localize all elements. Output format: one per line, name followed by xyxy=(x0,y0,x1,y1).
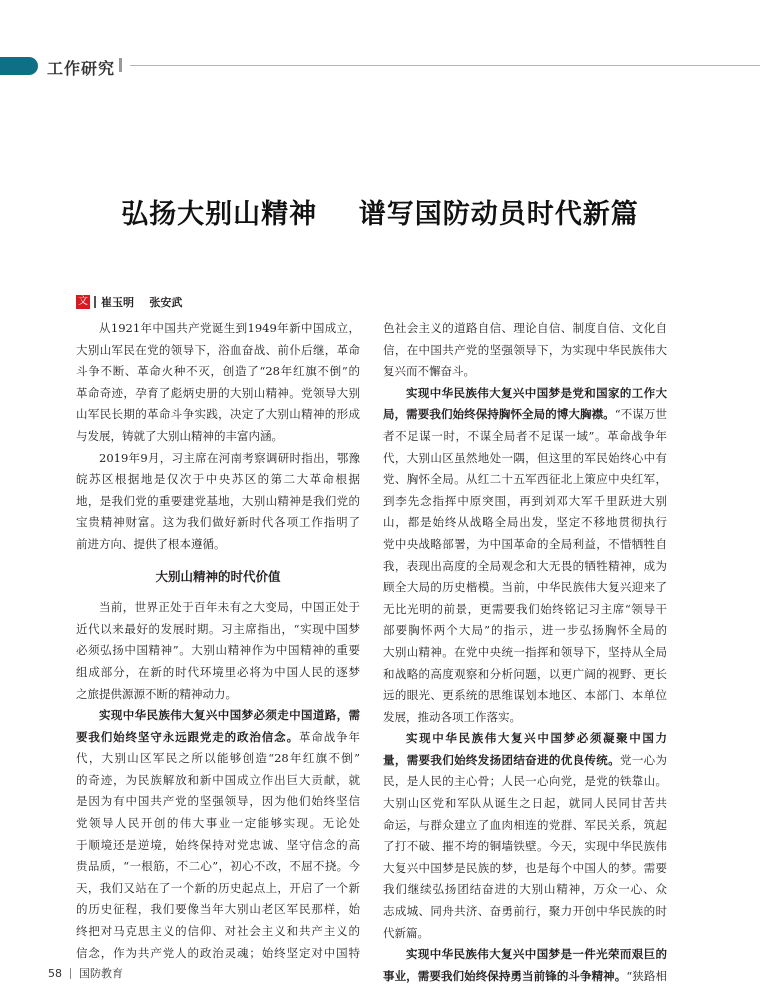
text-line xyxy=(76,597,360,619)
text-run: 到李先念指挥中原突围，再到刘邓大军千里跃进大别 xyxy=(383,493,667,508)
text-line xyxy=(383,361,667,383)
header-separator xyxy=(119,58,122,72)
text-line xyxy=(383,383,667,405)
text-run: 党一心为 xyxy=(619,752,668,767)
text-run: 民，是人民的主心骨；人民一心向党，是党的铁靠山。 xyxy=(383,774,667,789)
text-line xyxy=(76,791,360,813)
text-line xyxy=(383,944,667,966)
text-run: 革命战争年 xyxy=(298,729,360,744)
paragraph xyxy=(383,383,667,729)
text-line xyxy=(76,534,360,556)
text-line xyxy=(383,923,667,945)
paragraph xyxy=(76,705,360,964)
text-line xyxy=(76,943,360,965)
text-run: 代新篇。 xyxy=(383,925,429,940)
text-run: 党中央战略部署，为中国革命的全局利益，不惜牺牲自 xyxy=(383,536,667,551)
text-run: 实现中华民族伟大复兴中国梦是党和国家的工作大 xyxy=(406,385,667,400)
text-run: 实现中华民族伟大复兴中国梦必须走中国道路，需 xyxy=(99,708,360,723)
text-run: 和战略的高度观察和分析问题，以更广阔的视野、更长 xyxy=(383,666,667,681)
section-heading: 大别山精神的时代价值 xyxy=(155,568,281,584)
text-run: 我们继续弘扬团结奋进的大别山精神，万众一心、众 xyxy=(383,882,667,897)
text-run: 实现中华民族伟大复兴中国梦必须凝聚中国力 xyxy=(406,731,667,746)
text-line xyxy=(383,340,667,362)
right-column xyxy=(383,318,667,987)
text-line xyxy=(383,901,667,923)
text-line xyxy=(76,512,360,534)
section-tab-marker xyxy=(0,57,38,75)
text-run: 信念，作为共产党人的政治灵魂；始终坚定对中国特 xyxy=(76,945,360,960)
text-line xyxy=(76,856,360,878)
text-run: 之旅提供源源不断的精神动力。 xyxy=(76,686,237,701)
text-line xyxy=(76,469,360,491)
text-run: 2019年9月，习主席在河南考察调研时指出，鄂豫 xyxy=(99,450,360,465)
footer-separator xyxy=(70,968,71,979)
page-number: 58 xyxy=(48,966,62,980)
text-line xyxy=(76,619,360,641)
paragraph xyxy=(76,448,360,556)
text-line xyxy=(383,448,667,470)
text-run: 远的眼光、更系统的思维谋划本地区、本部门、本单位 xyxy=(383,688,667,703)
left-column xyxy=(76,318,360,964)
text-run: 宝贵精神财富。这为我们做好新时代各项工作指明了 xyxy=(76,515,360,530)
text-run: 要我们始终坚守永远跟党走的政治信念。 xyxy=(76,729,299,744)
text-line xyxy=(76,899,360,921)
text-run: 色社会主义的道路自信、理论自信、制度自信、文化自 xyxy=(383,321,667,335)
text-run: 党领导人民开创的伟大事业一定能够实现。无论处 xyxy=(76,816,360,831)
text-run: “不谋万世 xyxy=(614,407,667,422)
text-run: 命运，与群众建立了血肉相连的党群、军民关系，筑起 xyxy=(383,817,667,832)
text-run: 局，需要我们始终保持胸怀全局的博大胸襟。 xyxy=(383,407,615,422)
text-line xyxy=(76,448,360,470)
paragraph xyxy=(383,318,667,383)
text-line xyxy=(383,491,667,513)
paragraph xyxy=(383,728,667,944)
text-run: 复兴而不懈奋斗。 xyxy=(383,364,475,379)
text-line xyxy=(76,727,360,749)
text-line xyxy=(383,664,667,686)
text-line xyxy=(76,426,360,448)
byline-divider xyxy=(94,296,96,308)
paragraph xyxy=(383,944,667,987)
text-line xyxy=(383,534,667,556)
text-run: 与发展，铸就了大别山精神的丰富内涵。 xyxy=(76,428,283,443)
text-line xyxy=(76,921,360,943)
text-line xyxy=(383,642,667,664)
text-run: 我，表现出高度的全局观念和大无畏的牺牲精神，成为 xyxy=(383,558,667,573)
text-line xyxy=(383,599,667,621)
text-line xyxy=(383,707,667,729)
header-rule xyxy=(130,65,760,66)
text-line xyxy=(76,361,360,383)
text-run: 的历史征程，我们要像当年大别山老区军民那样，始 xyxy=(76,902,360,917)
text-line xyxy=(383,966,667,988)
article-title: 弘扬大别山精神 谱写国防动员时代新篇 xyxy=(121,199,639,230)
text-line xyxy=(76,404,360,426)
text-line xyxy=(383,685,667,707)
text-run: 部要胸怀两个大局”的指示，进一步弘扬胸怀全局的 xyxy=(383,623,667,638)
text-run: 当前，世界正处于百年未有之大变局，中国正处于 xyxy=(99,600,360,615)
text-run: 无比光明的前景，更需要我们始终铭记习主席“领导干 xyxy=(383,601,667,616)
text-line xyxy=(383,556,667,578)
text-run: 实现中华民族伟大复兴中国梦是一件光荣而艰巨的 xyxy=(406,947,667,962)
text-line xyxy=(383,512,667,534)
text-line xyxy=(76,878,360,900)
text-run: 皖苏区根据地是仅次于中央苏区的第二大革命根据 xyxy=(76,472,360,487)
text-line xyxy=(76,662,360,684)
text-line xyxy=(76,383,360,405)
text-run: 的奇迹，为民族解放和新中国成立作出巨大贡献，就 xyxy=(76,772,360,787)
text-run: 大别山区党和军队从诞生之日起，就同人民同甘苦共 xyxy=(383,796,667,811)
text-run: 天，我们又站在了一个新的历史起点上，开启了一个新 xyxy=(76,880,360,895)
text-run: 党、胸怀全局。从红二十五军西征北上策应中央红军， xyxy=(383,472,667,487)
text-run: 斗争不断、革命火种不灭，创造了“28年红旗不倒”的 xyxy=(76,364,360,379)
text-line xyxy=(76,835,360,857)
text-line xyxy=(383,426,667,448)
text-run: 前进方向、提供了根本遵循。 xyxy=(76,536,226,551)
text-line xyxy=(76,705,360,727)
text-run: “狭路相 xyxy=(626,968,667,983)
text-line xyxy=(383,318,667,340)
text-run: 量，需要我们始终发扬团结奋进的优良传统。 xyxy=(383,752,620,767)
text-line xyxy=(383,750,667,772)
text-line xyxy=(383,836,667,858)
page-footer xyxy=(48,965,123,981)
text-run: 大别山军民在党的领导下，浴血奋战、前仆后继，革命 xyxy=(76,342,360,357)
magazine-name: 国防教育 xyxy=(79,967,123,980)
text-run: 近代以来最好的发展时期。习主席指出，“实现中国梦 xyxy=(76,621,360,636)
text-run: 终把对马克思主义的信仰、对社会主义和共产主义的 xyxy=(76,924,360,939)
text-run: 必须弘扬中国精神”。大别山精神作为中国精神的重要 xyxy=(76,643,360,658)
text-line xyxy=(383,404,667,426)
text-line xyxy=(76,340,360,362)
text-run: 了打不破、摧不垮的铜墙铁壁。今天，实现中华民族伟 xyxy=(383,839,667,854)
text-run: 者不足谋一时，不谋全局者不足谋一域”。革命战争年 xyxy=(383,428,667,443)
paragraph xyxy=(76,318,360,448)
text-line xyxy=(76,748,360,770)
text-line xyxy=(383,793,667,815)
text-run: 发展，推动各项工作落实。 xyxy=(383,709,521,724)
text-run: 代，大别山区虽然地处一隅，但这里的军民始终心中有 xyxy=(383,450,667,465)
text-line xyxy=(383,879,667,901)
text-line xyxy=(383,815,667,837)
text-run: 于顺境还是逆境，始终保持对党忠诚、坚守信念的高 xyxy=(76,837,360,852)
text-line xyxy=(383,577,667,599)
text-run: 大别山精神。在党中央统一指挥和领导下，坚持从全局 xyxy=(383,644,667,659)
text-run: 志成城、同舟共济、奋勇前行，聚力开创中华民族的时 xyxy=(383,904,667,919)
text-line xyxy=(76,318,360,340)
text-run: 山军民长期的革命斗争实践，决定了大别山精神的形成 xyxy=(76,407,360,422)
paragraph xyxy=(76,597,360,705)
text-run: 组成部分，在新的时代环境里必将为中国人民的逐梦 xyxy=(76,664,360,679)
text-line xyxy=(383,469,667,491)
text-run: 代，大别山区军民之所以能够创造“28年红旗不倒” xyxy=(76,751,360,766)
text-line xyxy=(76,684,360,706)
text-run: 从1921年中国共产党诞生到1949年新中国成立， xyxy=(99,321,360,335)
text-run: 革命奇迹，孕育了彪炳史册的大别山精神。党领导大别 xyxy=(76,385,360,400)
text-line xyxy=(383,620,667,642)
text-line xyxy=(383,771,667,793)
text-run: 顾全大局的历史楷模。当前，中华民族伟大复兴迎来了 xyxy=(383,580,667,595)
text-run: 是因为有中国共产党的坚强领导，因为他们始终坚信 xyxy=(76,794,360,809)
text-run: 地，是我们党的重要建党基地，大别山精神是我们党的 xyxy=(76,493,360,508)
text-run: 山，都是始终从战略全局出发，坚定不移地贯彻执行 xyxy=(383,515,667,530)
text-line xyxy=(76,640,360,662)
text-run: 信，在中国共产党的坚强领导下，为实现中华民族伟大 xyxy=(383,342,667,357)
text-line xyxy=(76,770,360,792)
section-label: 工作研究 xyxy=(47,59,116,78)
text-run: 事业，需要我们始终保持勇当前锋的斗争精神。 xyxy=(383,968,627,983)
author-names: 崔玉明 张安武 xyxy=(101,296,183,309)
text-line xyxy=(76,813,360,835)
text-line xyxy=(76,491,360,513)
text-line xyxy=(383,858,667,880)
byline-mark-icon: 文 xyxy=(78,296,88,307)
text-run: 大复兴中国梦是民族的梦，也是每个中国人的梦。需要 xyxy=(383,860,667,875)
text-line xyxy=(383,728,667,750)
text-run: 贵品质，“一根筋，不二心”，初心不改，不屈不挠。今 xyxy=(76,859,360,874)
